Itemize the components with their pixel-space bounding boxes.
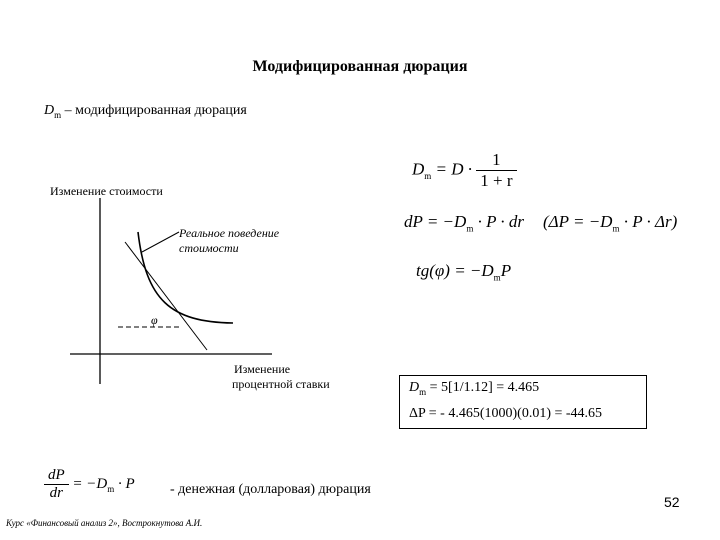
formula-dollar-duration — [44, 467, 135, 502]
formula-dp-sub: m — [466, 223, 474, 234]
graph-x-label-line1: Изменение — [234, 362, 291, 376]
formula-price-change-discrete — [543, 212, 677, 233]
footer-course-credit: Курс «Финансовый анализ 2», Вострокнутова А.И. — [6, 518, 203, 528]
label-pointer — [142, 232, 179, 252]
formula-dp-alt-sub: m — [612, 223, 620, 234]
graph-x-label-line2: процентной ставки — [232, 377, 330, 391]
dollar-duration-fraction — [44, 467, 69, 502]
formula-dp-main: dP = −D — [404, 212, 467, 231]
dollar-duration-denominator: dr — [44, 484, 69, 502]
angle-label: φ — [151, 313, 158, 327]
formula-dp-rest: · P · dr — [473, 212, 525, 231]
formula-dm-fraction — [476, 150, 516, 191]
dollar-duration-eq: = −D — [72, 475, 108, 492]
dollar-duration-numerator: dP — [48, 467, 65, 483]
formula-dm-numerator: 1 — [492, 150, 501, 169]
formula-tangent — [416, 261, 511, 282]
example-line2: ΔP = - 4.465(1000)(0.01) = -44.65 — [409, 406, 603, 421]
formula-dm-symbol: D — [412, 159, 425, 179]
formula-dm-eq: = D · — [431, 159, 473, 179]
example-dm-symbol: D — [409, 380, 420, 395]
example-line1 — [409, 380, 539, 397]
page-title: Модифицированная дюрация — [252, 58, 468, 75]
formula-tg-rest: P — [500, 261, 512, 280]
formula-modified-duration — [412, 150, 517, 191]
definition-symbol: D — [44, 103, 55, 118]
formula-dm-sub: m — [424, 170, 432, 181]
curve-label-line2: стоимости — [179, 241, 239, 255]
curve-label-line1: Реальное поведение — [179, 226, 280, 240]
formula-price-change — [404, 212, 524, 233]
example-dm-value: = 5[1/1.12] = 4.465 — [426, 380, 540, 395]
formula-tg-main: tg(φ) = −D — [416, 261, 494, 280]
definition-symbol-sub: m — [54, 109, 62, 120]
example-dm-sub: m — [419, 386, 427, 397]
page-number: 52 — [664, 494, 680, 510]
formula-dm-denominator: 1 + r — [476, 170, 516, 191]
formula-dp-alt-rest: · P · Δr) — [619, 212, 678, 231]
example-box — [399, 375, 647, 429]
formula-tg-sub: m — [493, 272, 501, 283]
dollar-duration-text: - денежная (долларовая) дюрация — [170, 482, 371, 497]
graph-y-label: Изменение стоимости — [50, 184, 163, 198]
dollar-duration-sub: m — [107, 483, 115, 494]
definition-text: – модифицированная дюрация — [64, 103, 247, 118]
tangent-line — [125, 242, 207, 350]
formula-dp-alt-open: (ΔP = −D — [543, 212, 613, 231]
dollar-duration-rest: · P — [114, 475, 135, 492]
